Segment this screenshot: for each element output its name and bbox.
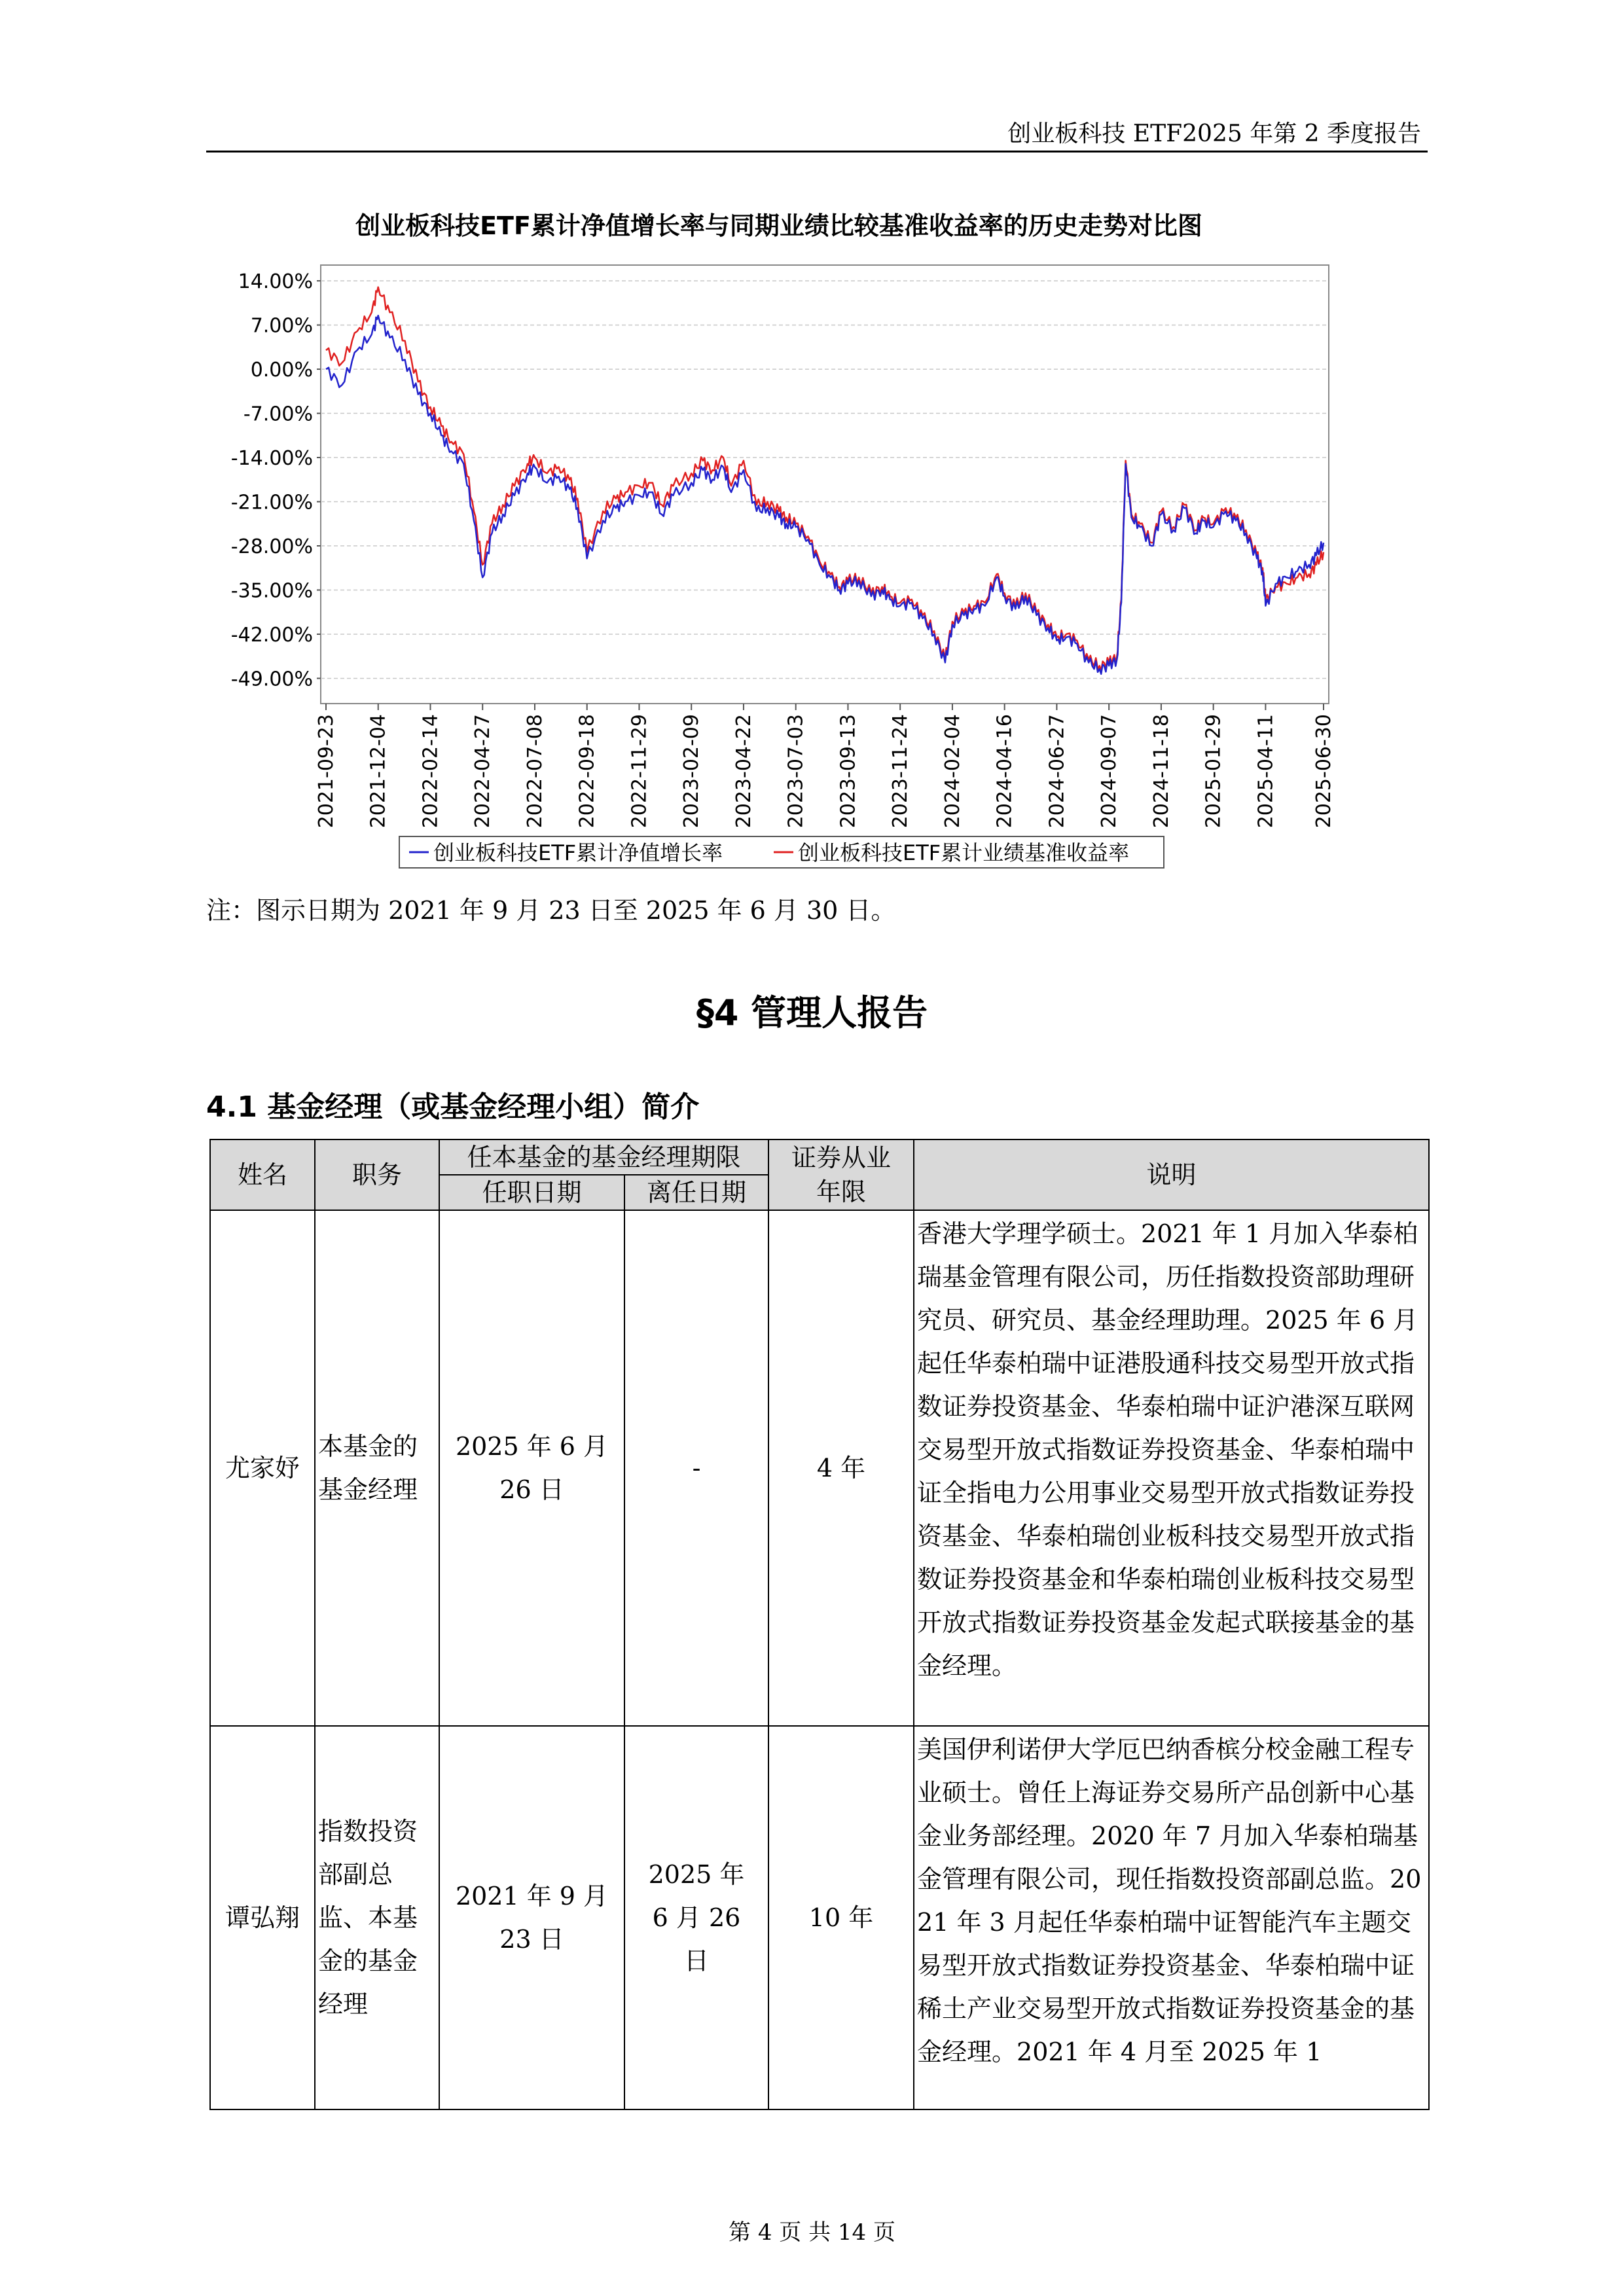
subsection-title: 4.1 基金经理（或基金经理小组）简介: [206, 1090, 700, 1124]
cell-years: 10 年: [768, 1726, 914, 2109]
chart-note: 注：图示日期为 2021 年 9 月 23 日至 2025 年 6 月 30 日。: [206, 896, 896, 925]
header-desc: 说明: [914, 1139, 1429, 1210]
fund-manager-table: [209, 1139, 1430, 2110]
header-rule: [206, 151, 1428, 152]
x-tick-label: 2024-06-27: [1045, 714, 1069, 829]
x-tick-label: 2021-12-04: [367, 714, 390, 829]
x-tick-label: 2025-01-29: [1202, 714, 1225, 829]
performance-chart: [216, 209, 1342, 870]
table-row: [210, 1210, 1429, 1726]
x-tick-label: 2025-04-11: [1254, 714, 1278, 829]
legend-label-benchmark: 创业板科技ETF累计业绩基准收益率: [798, 840, 1130, 865]
header-name: 姓名: [210, 1139, 315, 1210]
y-tick-label: -42.00%: [230, 623, 313, 647]
cell-name: 谭弘翔: [210, 1726, 315, 2109]
x-tick-label: 2024-09-07: [1098, 714, 1121, 829]
y-tick-label: -14.00%: [230, 447, 313, 471]
cell-start: 2021 年 9 月 23 日: [439, 1726, 624, 2109]
cell-end: -: [624, 1210, 768, 1726]
y-tick-label: -28.00%: [230, 535, 313, 558]
plot-area: [321, 265, 1329, 704]
section-title: §4 管理人报告: [696, 992, 928, 1033]
cell-desc: 香港大学理学硕士。2021 年 1 月加入华泰柏瑞基金管理有限公司，历任指数投资部助理研究员、研究员、基金经理助理。2025 年 6 月起任华泰柏瑞中证港股通科技交易型开放式指数证券投资基金、华泰柏瑞中证沪港深互联网交易型开放式指数证券投资基金、华泰柏瑞中证全指电力公用事业交易型开放式指数证券投资基金、华泰柏瑞创业板科技交易型开放式指数证券投资基金和华泰柏瑞创业板科技交易型开放式指数证券投资基金发起式联接基金的基金经理。: [914, 1210, 1429, 1726]
header-years: 证券从业年限: [768, 1139, 914, 1210]
cell-position: 本基金的基金经理: [315, 1210, 439, 1726]
cell-end: 2025 年 6 月 26 日: [624, 1726, 768, 2109]
x-tick-label: 2022-04-27: [471, 714, 495, 829]
table-row: [210, 1726, 1429, 2109]
header-term: 任本基金的基金经理期限: [439, 1139, 768, 1175]
cell-position: 指数投资部副总监、本基金的基金经理: [315, 1726, 439, 2109]
x-tick-label: 2023-07-03: [784, 714, 808, 829]
y-axis-ticks: [231, 270, 321, 691]
x-tick-label: 2023-04-22: [732, 714, 755, 829]
y-tick-label: -35.00%: [230, 579, 313, 603]
page-footer: 第 4 页 共 14 页: [729, 2219, 895, 2246]
x-tick-label: 2025-06-30: [1312, 714, 1335, 829]
x-tick-label: 2022-07-08: [523, 714, 547, 829]
x-tick-label: 2024-11-18: [1149, 714, 1173, 829]
header-position: 职务: [315, 1139, 439, 1210]
cell-start: 2025 年 6 月 26 日: [439, 1210, 624, 1726]
cell-name: 尤家妤: [210, 1210, 315, 1726]
cell-years: 4 年: [768, 1210, 914, 1726]
legend-label-nav: 创业板科技ETF累计净值增长率: [433, 840, 723, 865]
table-header-row: [210, 1139, 1429, 1175]
y-tick-label: -21.00%: [230, 491, 313, 514]
page-header: 创业板科技 ETF2025 年第 2 季度报告: [1007, 120, 1421, 147]
cell-desc: 美国伊利诺伊大学厄巴纳香槟分校金融工程专业硕士。曾任上海证券交易所产品创新中心基金业务部经理。2020 年 7 月加入华泰柏瑞基金管理有限公司，现任指数投资部副总监。2021 年 3 月起任华泰柏瑞中证智能汽车主题交易型开放式指数证券投资基金、华泰柏瑞中证稀土产业交易型开放式指数证券投资基金的基金经理。2021 年 4 月至 2025 年 1: [914, 1726, 1429, 2109]
x-tick-label: 2022-11-29: [628, 714, 651, 829]
y-tick-label: 14.00%: [238, 270, 313, 294]
chart-legend: [399, 836, 1164, 868]
y-tick-label: 0.00%: [250, 359, 313, 382]
x-axis-ticks: [315, 704, 1335, 828]
x-tick-label: 2024-04-16: [993, 714, 1017, 829]
x-tick-label: 2023-11-24: [889, 714, 912, 829]
y-tick-label: 7.00%: [250, 314, 313, 338]
x-tick-label: 2021-09-23: [315, 714, 338, 829]
x-tick-label: 2024-02-04: [941, 714, 964, 829]
y-tick-label: -49.00%: [230, 668, 313, 691]
x-tick-label: 2023-09-13: [837, 714, 860, 829]
x-tick-label: 2022-02-14: [419, 714, 442, 829]
x-tick-label: 2023-02-09: [680, 714, 704, 829]
y-tick-label: -7.00%: [243, 403, 313, 426]
header-end: 离任日期: [624, 1175, 768, 1210]
x-tick-label: 2022-09-18: [575, 714, 599, 829]
chart-title: 创业板科技ETF累计净值增长率与同期业绩比较基准收益率的历史走势对比图: [355, 211, 1202, 240]
header-start: 任职日期: [439, 1175, 624, 1210]
